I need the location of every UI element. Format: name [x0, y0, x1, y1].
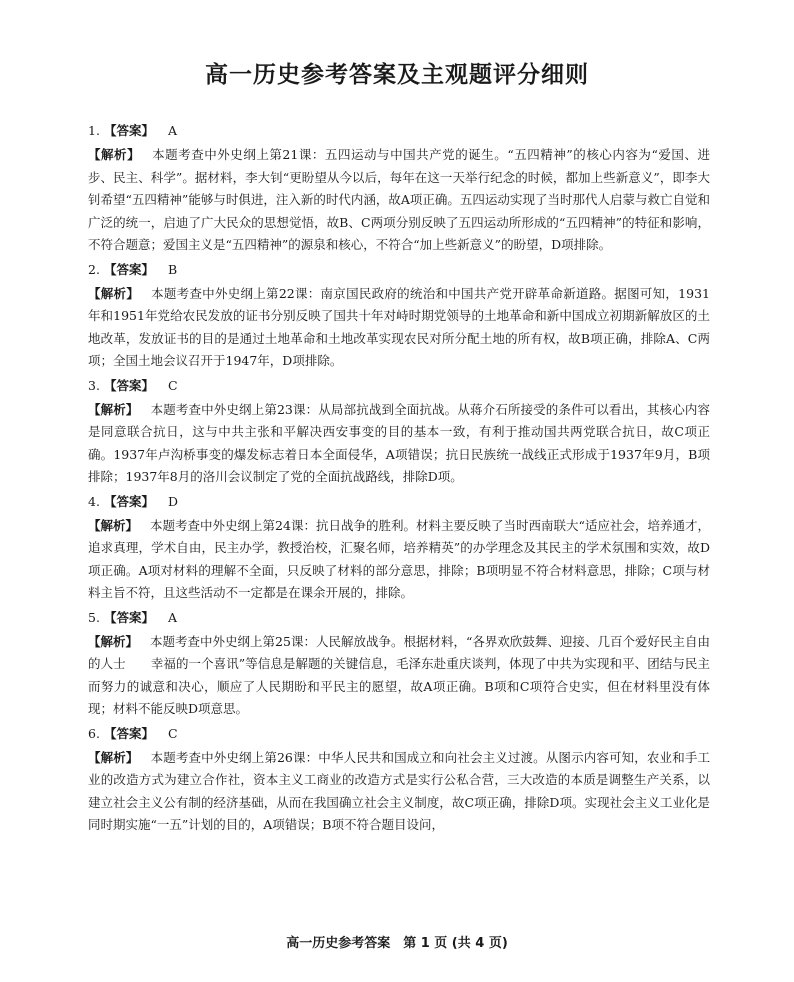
answer-value: C: [168, 377, 178, 393]
question-number: 3.: [88, 377, 100, 393]
explanation-label: 【解析】: [88, 633, 139, 649]
answer-value: D: [168, 493, 179, 509]
question-item: [88, 723, 710, 837]
question-number: 1.: [88, 123, 100, 138]
question-number: 5.: [88, 609, 100, 625]
answer-label: 【答案】: [104, 123, 155, 138]
question-number: 4.: [88, 493, 100, 509]
explanation-paragraph: [88, 399, 710, 489]
explanation-text: 本题考查中外史纲上第21课：五四运动与中国共产党的诞生。“五四精神”的核心内容为“爱国、进步、民主、科学”。据材料，李大钊“更盼望从今以后，每年在这一天举行纪念的时候，都加上些新意义”，即李大钊希望“五四精神”能够与时俱进，注入新的时代内涵，故A项正确。五四运动实现了当时那代人启蒙与救亡自觉和广泛的统一，启迪了广大民众的思想觉悟，故B、C两项分别反映了五四运动所形成的“五四精神”的特征和影响，不符合题意；爱国主义是“五四精神”的源泉和核心，不符合“加上些新意义”的盼望，D项排除。: [88, 147, 710, 252]
explanation-label: 【解析】: [88, 401, 139, 417]
answer-value: B: [168, 261, 178, 277]
answer-value: C: [168, 725, 178, 741]
page-footer: 高一历史参考答案 第 1 页 (共 4 页): [286, 936, 508, 951]
explanation-paragraph: [88, 747, 710, 837]
explanation-paragraph: [88, 283, 710, 373]
explanation-text: 本题考查中外史纲上第23课：从局部抗战到全面抗战。从蒋介石所接受的条件可以看出，其核心内容是同意联合抗日，这与中共主张和平解决西安事变的目的基本一致，有利于推动国共两党联合抗日，故C项正确。1937年卢沟桥事变的爆发标志着日本全面侵华，A项错误；抗日民族统一战线正式形成于1937年9月，B项排除；1937年8月的洛川会议制定了党的全面抗战路线，排除D项。: [88, 401, 710, 484]
answer-line: [88, 120, 710, 144]
explanation-paragraph: [88, 631, 710, 721]
answer-value: A: [168, 609, 178, 625]
answer-line: [88, 491, 710, 515]
answer-list: [88, 120, 710, 839]
explanation-label: 【解析】: [88, 147, 141, 162]
answer-line: [88, 259, 710, 283]
question-item: [88, 491, 710, 605]
answer-label: 【答案】: [104, 261, 155, 277]
question-number: 6.: [88, 725, 100, 741]
answer-line: [88, 375, 710, 399]
explanation-label: 【解析】: [88, 749, 139, 765]
answer-line: [88, 607, 710, 631]
question-item: [88, 259, 710, 373]
explanation-paragraph: [88, 144, 710, 257]
question-item: [88, 120, 710, 257]
answer-label: 【答案】: [104, 377, 155, 393]
question-item: [88, 607, 710, 721]
explanation-text: 本题考查中外史纲上第25课：人民解放战争。根据材料，“各界欢欣鼓舞、迎接、几百个爱好民主自由的人士 幸福的一个喜讯”等信息是解题的关键信息，毛泽东赴重庆谈判，体现了中共为实现和平、团结与民主而努力的诚意和决心，顺应了人民期盼和平民主的愿望，故A项正确。B项和C项符合史实，但在材料里没有体现；材料不能反映D项意思。: [88, 633, 710, 716]
answer-label: 【答案】: [104, 609, 155, 625]
question-item: [88, 375, 710, 489]
question-number: 2.: [88, 261, 100, 277]
answer-line: [88, 723, 710, 747]
answer-value: A: [168, 123, 178, 138]
answer-label: 【答案】: [104, 493, 155, 509]
explanation-label: 【解析】: [88, 285, 140, 301]
explanation-paragraph: [88, 515, 710, 605]
answer-label: 【答案】: [104, 725, 155, 741]
page-title: 高一历史参考答案及主观题评分细则: [205, 62, 589, 88]
explanation-text: 本题考查中外史纲上第22课：南京国民政府的统治和中国共产党开辟革命新道路。据图可知，1931年和1951年党给农民发放的证书分别反映了国共十年对峙时期党领导的土地革命和新中国成立初期新解放区的土地改革，发放证书的目的是通过土地革命和土地改革实现农民对所分配土地的所有权，故B项正确，排除A、C两项；全国土地会议召开于1947年，D项排除。: [88, 285, 710, 368]
explanation-text: 本题考查中外史纲上第24课：抗日战争的胜利。材料主要反映了当时西南联大“适应社会，培养通才，追求真理，学术自由，民主办学，教授治校，汇聚名师，培养精英”的办学理念及其民主的学术氛围和实效，故D项正确。A项对材料的理解不全面，只反映了材料的部分意思，排除；B项明显不符合材料意思，排除；C项与材料主旨不符，且这些活动不一定都是在课余开展的，排除。: [88, 517, 710, 600]
explanation-label: 【解析】: [88, 517, 139, 533]
explanation-text: 本题考查中外史纲上第26课：中华人民共和国成立和向社会主义过渡。从图示内容可知，农业和手工业的改造方式为建立合作社，资本主义工商业的改造方式是实行公私合营，三大改造的本质是调整生产关系，以建立社会主义公有制的经济基础，从而在我国确立社会主义制度，故C项正确，排除D项。实现社会主义工业化是同时期实施“一五”计划的目的，A项错误；B项不符合题目设问，: [88, 749, 710, 832]
